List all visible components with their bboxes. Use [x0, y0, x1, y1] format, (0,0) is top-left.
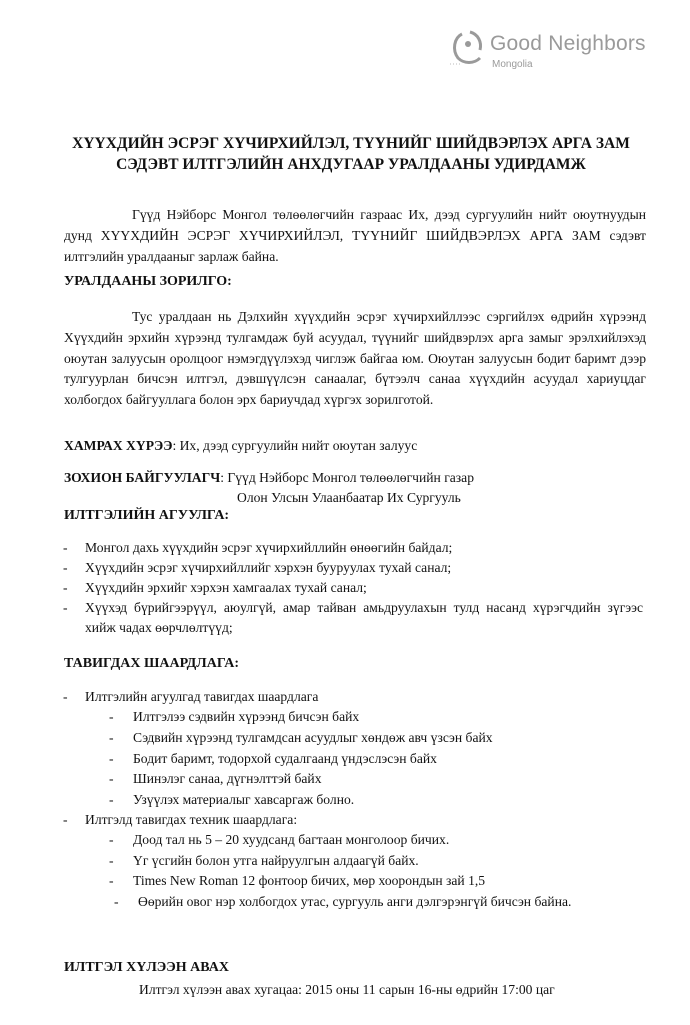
requirement-item: - Бодит баримт, тодорхой судалгаанд үндэслэсэн байх — [109, 751, 437, 766]
goal-heading: УРАЛДААНЫ ЗОРИЛГО: — [64, 274, 232, 289]
document-title-line1: ХҮҮХДИЙН ЭСРЭГ ХҮЧИРХИЙЛЭЛ, ТҮҮНИЙГ ШИЙДВЭРЛЭХ АРГА ЗАМ — [72, 135, 630, 152]
submission-heading: ИЛТГЭЛ ХҮЛЭЭН АВАХ — [64, 960, 229, 975]
scope-text: : Их, дээд сургуулийн нийт оюутан залуус — [172, 438, 418, 453]
submission-text: Илтгэл хүлээн авах хугацаа: 2015 оны 11 сарын 16-ны өдрийн 17:00 цаг — [139, 982, 555, 997]
requirement-item: - Сэдвийн хүрээнд тулгамдсан асуудлыг хөндөж авч үзсэн байх — [109, 730, 493, 745]
logo-name: Good Neighbors — [490, 32, 646, 55]
content-item: - Хүүхэд бүрийгээрүүл, аюулгүй, амар тайван амьдруулахын тулд насанд хүрэгчдийн зүгээс хийж чадах өөрчлөлтүүд; — [63, 600, 643, 635]
requirement-item: - Үг үсгийн болон утга найруулгын алдаагүй байх. — [109, 853, 419, 868]
requirements-group-title: - Илтгэлийн агуулгад тавигдах шаардлага — [63, 689, 319, 704]
requirement-item: - Узүүлэх материалыг хавсаргаж болно. — [109, 792, 355, 807]
organizer-line — [64, 470, 474, 486]
requirement-item: - Доод тал нь 5 – 20 хуудсанд багтаан монголоор бичих. — [109, 832, 450, 847]
logo-subtitle: Mongolia — [492, 59, 533, 70]
requirement-item: - Өөрийн овог нэр холбогдох утас, сургууль анги дэлгэрэнгүй бичсэн байна. — [114, 894, 572, 909]
content-item: - Хүүхдийн эсрэг хүчирхийллийг хэрхэн бууруулах тухай санал; — [63, 560, 452, 575]
organizer-name-1: : Гүүд Нэйборс Монгол төлөөлөгчийн газар — [220, 470, 475, 485]
organizer-label: ЗОХИОН БАЙГУУЛАГЧ — [64, 470, 221, 485]
goal-paragraph: Тус уралдаан нь Дэлхийн хүүхдийн эсрэг хүчирхийллээс сэргийлэх өдрийн хүрээнд Хүүхдийн эрхийн хүрээнд тулгамдаж буй асуудал, түүнийг шийдвэрлэх арга замыг эрэлхийлэхэд оюутан залуусын оролцоог нэмэгдүүлэхэд чиглэж байгаа юм. Оюутан залуусын бодит баримт дээр тулгуурлан бичсэн илтгэл, дэвшүүлсэн санаалаг, бүтээлч санаа хүүхдийн асуудал хариуцдаг холбогдох байгууллага болон эрх бариучдад хүргэх зорилготой. — [64, 309, 646, 408]
content-heading: ИЛТГЭЛИЙН АГУУЛГА: — [64, 508, 230, 523]
scope-line — [64, 438, 417, 454]
document-title-line2: СЭДЭВТ ИЛТГЭЛИЙН АНХДУГААР УРАЛДААНЫ УДИРДАМЖ — [116, 156, 586, 173]
requirements-heading: ТАВИГДАХ ШААРДЛАГА: — [64, 656, 239, 671]
content-item: - Хүүхдийн эрхийг хэрхэн хамгаалах тухай санал; — [63, 580, 367, 595]
requirements-group-title: - Илтгэлд тавигдах техник шаардлага: — [63, 812, 298, 827]
organizer-name-2: Олон Улсын Улаанбаатар Их Сургууль — [237, 490, 461, 505]
intro-paragraph: Гүүд Нэйборс Монгол төлөөлөгчийн газраас Их, дээд сургуулийн нийт оюутнуудын дунд ХҮҮХДИЙН ЭСРЭГ ХҮЧИРХИЙЛЭЛ, ТҮҮНИЙГ ШИЙДВЭРЛЭХ АРГА ЗАМ сэдэвт илтгэлийн уралдааныг зарлаж байна. — [64, 207, 646, 264]
requirement-item: - Times New Roman 12 фонтоор бичих, мөр хоорондын зай 1,5 — [109, 873, 486, 888]
content-item: - Монгол дахь хүүхдийн эсрэг хүчирхийллийн өнөөгийн байдал; — [63, 540, 453, 555]
good-neighbors-logo — [448, 26, 658, 76]
logo-mark-icon — [448, 28, 488, 68]
requirement-item: - Шинэлэг санаа, дүгнэлттэй байх — [109, 771, 322, 786]
scope-label: ХАМРАХ ХҮРЭЭ — [64, 438, 173, 453]
requirement-item: - Илтгэлээ сэдвийн хүрээнд бичсэн байх — [109, 709, 360, 724]
